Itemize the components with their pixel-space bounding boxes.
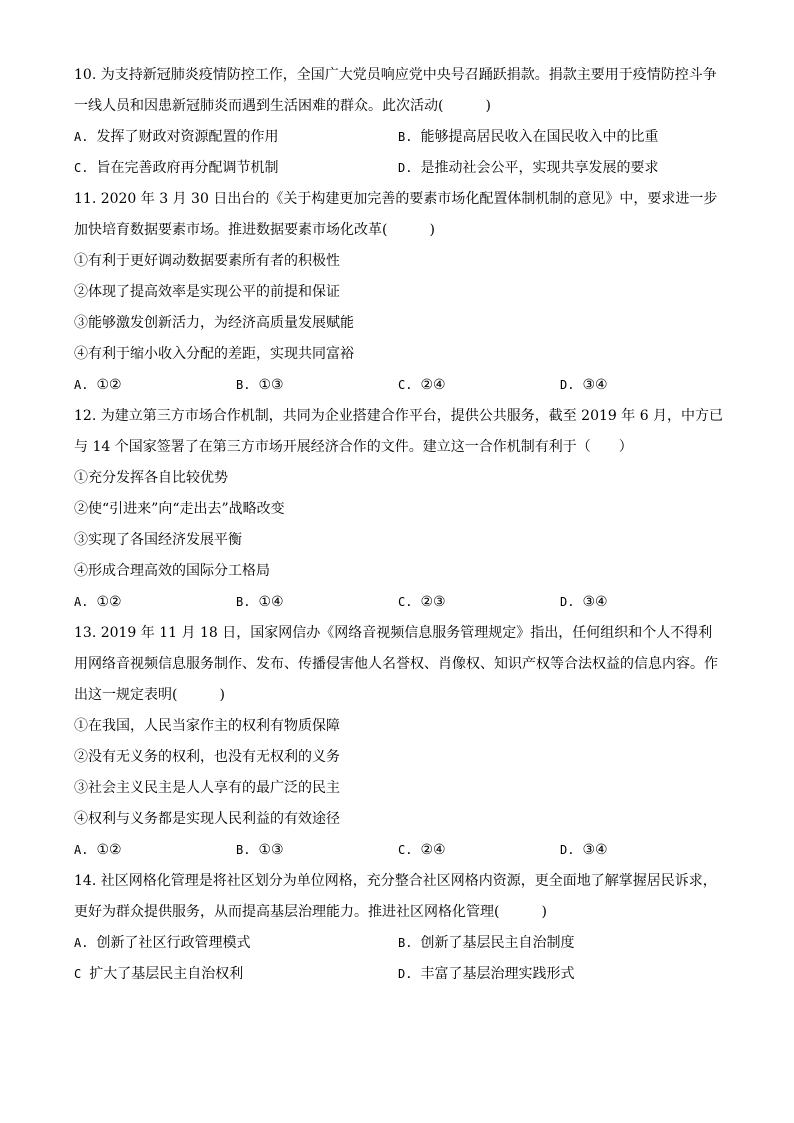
option-d: D. 丰富了基层治理实践形式	[398, 966, 575, 982]
option-a: A. ①②	[74, 842, 122, 858]
option-d: D. ③④	[560, 377, 608, 393]
statement: ④权利与义务都是实现人民利益的有效途径	[74, 811, 340, 827]
statement: ③能够激发创新活力，为经济高质量发展赋能	[74, 315, 354, 331]
statement: ③实现了各国经济发展平衡	[74, 532, 242, 548]
statement: ④有利于缩小收入分配的差距，实现共同富裕	[74, 346, 354, 362]
option-b: B. ①③	[236, 842, 284, 858]
statement: ①充分发挥各自比较优势	[74, 470, 228, 486]
question-stem: 14. 社区网格化管理是将社区划分为单位网格，充分整合社区网格内资源，更全面地了解掌握居民诉求，更好为群众提供服务，从而提高基层治理能力。推进社区网格化管理( )	[74, 873, 717, 920]
option-b: B. ①④	[236, 594, 284, 610]
option-row	[74, 959, 726, 990]
question-stem: 12. 为建立第三方市场合作机制，共同为企业搭建合作平台，提供公共服务，截至 2019 年 6 月，中方已与 14 个国家签署了在第三方市场开展经济合作的文件。建立这一合作机制有利于（ ）	[74, 408, 724, 455]
option-b: B. 创新了基层民主自治制度	[398, 935, 575, 951]
option-row	[74, 928, 726, 959]
option-c: C. 旨在完善政府再分配调节机制	[74, 160, 279, 176]
option-a: A. ①②	[74, 377, 122, 393]
question-stem: 10. 为支持新冠肺炎疫情防控工作，全国广大党员响应党中央号召踊跃捐款。捐款主要用于疫情防控斗争一线人员和因患新冠肺炎而遇到生活困难的群众。此次活动( )	[74, 67, 717, 114]
statement: ①有利于更好调动数据要素所有者的积极性	[74, 253, 340, 269]
statement: ①在我国，人民当家作主的权利有物质保障	[74, 718, 340, 734]
question-14	[74, 866, 726, 990]
option-row	[74, 587, 726, 618]
statement: ③社会主义民主是人人享有的最广泛的民主	[74, 780, 340, 796]
statement: ②使“引进来”向“走出去”战略改变	[74, 501, 285, 517]
question-12	[74, 401, 726, 618]
question-stem: 11. 2020 年 3 月 30 日出台的《关于构建更加完善的要素市场化配置体制机制的意见》中，要求进一步加快培育数据要素市场。推进数据要素市场化改革( )	[74, 191, 718, 238]
option-row	[74, 835, 726, 866]
option-row	[74, 122, 726, 153]
exam-page	[74, 60, 726, 990]
option-row	[74, 370, 726, 401]
option-c: C. ②③	[398, 594, 446, 610]
option-d: D. ③④	[560, 594, 608, 610]
option-c: C. ②④	[398, 842, 446, 858]
question-11	[74, 184, 726, 401]
statement: ④形成合理高效的国际分工格局	[74, 563, 270, 579]
question-13	[74, 618, 726, 866]
option-c: C. ②④	[398, 377, 446, 393]
question-10	[74, 60, 726, 184]
statement: ②没有无义务的权利，也没有无权利的义务	[74, 749, 340, 765]
option-b: B. 能够提高居民收入在国民收入中的比重	[398, 129, 659, 145]
option-c: C 扩大了基层民主自治权利	[74, 966, 244, 982]
option-row	[74, 153, 726, 184]
option-a: A. 创新了社区行政管理模式	[74, 935, 251, 951]
question-stem: 13. 2019 年 11 月 18 日，国家网信办《网络音视频信息服务管理规定》指出，任何组织和个人不得利用网络音视频信息服务制作、发布、传播侵害他人名誉权、肖像权、知识产权等合法权益的信息内容。作出这一规定表明( )	[74, 625, 718, 703]
option-b: B. ①③	[236, 377, 284, 393]
option-d: D. 是推动社会公平，实现共享发展的要求	[398, 160, 659, 176]
option-d: D. ③④	[560, 842, 608, 858]
statement: ②体现了提高效率是实现公平的前提和保证	[74, 284, 340, 300]
option-a: A. ①②	[74, 594, 122, 610]
option-a: A. 发挥了财政对资源配置的作用	[74, 129, 279, 145]
